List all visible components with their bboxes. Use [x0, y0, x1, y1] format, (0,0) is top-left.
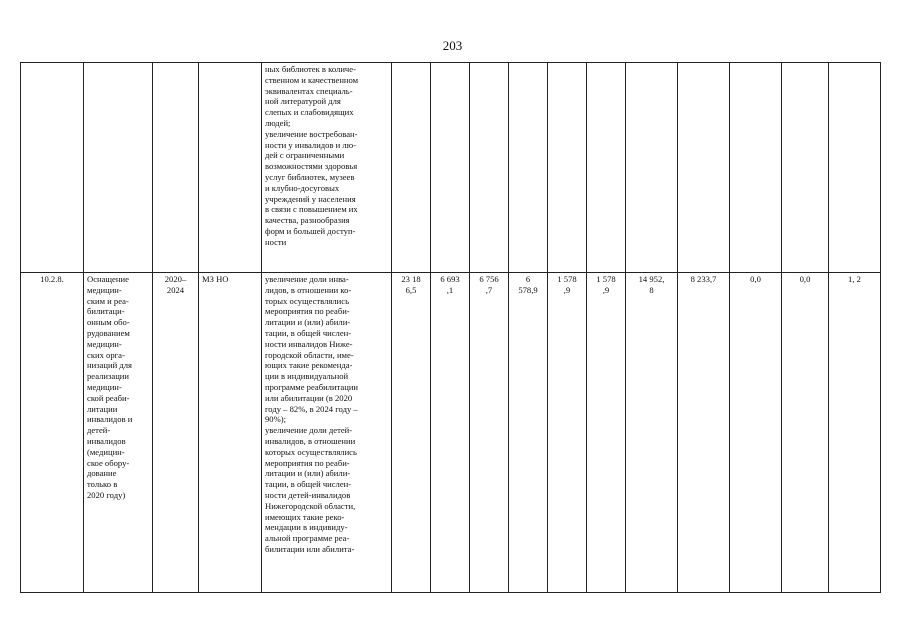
indicator-text-line: городской области, име-: [265, 349, 354, 360]
measure-name-line: рудованием: [87, 327, 130, 338]
value-line: 0,0: [799, 274, 811, 284]
indicator-text-line: людей;: [265, 117, 291, 128]
cell-value: [392, 273, 431, 593]
cell-value: [587, 63, 626, 273]
measure-name-line: 2020 году): [87, 489, 126, 500]
value-line: ,9: [602, 284, 610, 295]
value-line: 1 578: [596, 274, 616, 284]
indicator-text-line: и клубно-досуговых: [265, 182, 340, 193]
cell-executor: МЗ НО: [199, 273, 262, 593]
value-line: 6: [525, 274, 531, 284]
indicator-text-line: программе реабилитации: [265, 381, 359, 392]
value-line: 14 952,: [638, 274, 665, 284]
cell-value: [587, 273, 626, 593]
table-row-continued: [21, 63, 881, 273]
indicator-text-line: услуг библиотек, музеев: [265, 171, 355, 182]
indicator-text-line: слепых и слабовидящих: [265, 107, 354, 118]
value-line: 578,9: [518, 284, 538, 295]
cell-name: [84, 273, 153, 593]
cell-number: [21, 63, 84, 273]
indicator-text-line: увеличение востребован-: [265, 128, 358, 139]
measure-name-line: дование: [87, 468, 117, 479]
cell-number: 10.2.8.: [21, 273, 84, 593]
cell-period: [153, 273, 199, 593]
indicator-text-line: ности инвалидов Ниже-: [265, 338, 353, 349]
cell-value: [829, 273, 881, 593]
indicator-text-line: имеющих такие реко-: [265, 511, 345, 522]
period-line: 2024: [166, 284, 185, 295]
cell-value: [626, 273, 678, 593]
indicator-text-line: торых осуществлялись: [265, 295, 349, 306]
value-line: 0,0: [750, 274, 761, 284]
indicator-text-line: альной программе реа-: [265, 533, 350, 544]
indicator-text-line: увеличение доли детей-: [265, 425, 353, 436]
period-line: 2020–: [164, 274, 187, 284]
indicator-text-line: учреждений у населения: [265, 193, 356, 204]
indicator-text-line: которых осуществлялись: [265, 446, 357, 457]
cell-executor: [199, 63, 262, 273]
indicator-text-line: мендации в индивиду-: [265, 522, 348, 533]
value-line: 1, 2: [848, 274, 861, 284]
value-line: 6,5: [405, 284, 417, 295]
indicator-text-line: лидов, в отношении ко-: [265, 284, 352, 295]
indicator-text-line: ственном и качественном: [265, 74, 359, 85]
indicator-text-line: качества, разнообразия: [265, 215, 350, 226]
cell-value: [470, 63, 509, 273]
indicator-text-line: тации, в общей числен-: [265, 327, 352, 338]
indicator-text-line: ющих такие рекоменда-: [265, 360, 353, 371]
indicator-text-line: ности у инвалидов и лю-: [265, 139, 356, 150]
measure-name-line: ское обору-: [87, 457, 130, 468]
cell-value: [509, 63, 548, 273]
measure-name-line: медицин-: [87, 381, 122, 392]
value-line: 23 18: [401, 274, 421, 284]
cell-value: [470, 273, 509, 593]
cell-value: [509, 273, 548, 593]
cell-value: [829, 63, 881, 273]
page-number: 203: [442, 38, 463, 53]
indicator-text-line: году – 82%, в 2024 году –: [265, 403, 358, 414]
value-line: 8 233,7: [690, 274, 717, 284]
value-line: ,1: [446, 284, 454, 295]
measure-name-line: ским и реа-: [87, 295, 129, 306]
indicator-text-line: возможностями здоровья: [265, 161, 358, 172]
measure-name-line: низаций для: [87, 360, 132, 371]
indicator-text-line: инвалидов, в отношении: [265, 435, 356, 446]
cell-value: [678, 63, 730, 273]
cell-name: [84, 63, 153, 273]
indicator-text-line: литации и (или) абили-: [265, 468, 351, 479]
indicator-text-line: увеличение доли инва-: [265, 274, 349, 284]
value-line: ,7: [485, 284, 493, 295]
cell-value: [548, 273, 587, 593]
cell-value: [548, 63, 587, 273]
value-line: 8: [649, 284, 654, 295]
indicator-text-line: тации, в общей числен-: [265, 479, 352, 490]
cell-period: [153, 63, 199, 273]
indicator-text-line: эквивалентах специаль-: [265, 85, 353, 96]
measure-name-line: Оснащение: [87, 274, 129, 284]
value-line: ,9: [563, 284, 571, 295]
cell-value: [730, 63, 782, 273]
measure-name-line: инвалидов и: [87, 414, 133, 425]
value-line: 1 578: [557, 274, 577, 284]
indicator-text-line: Нижегородской области,: [265, 500, 356, 511]
measure-name-line: литации: [87, 403, 118, 414]
cell-indicators: [262, 63, 392, 273]
table-row-10-2-8: [21, 273, 881, 593]
indicator-text-line: ции в индивидуальной: [265, 371, 349, 382]
measure-name-line: ской реаби-: [87, 392, 130, 403]
measure-name-line: (медицин-: [87, 446, 125, 457]
measure-name-line: только в: [87, 479, 118, 490]
value-line: 6 693: [440, 274, 460, 284]
program-table: [20, 62, 881, 593]
measure-name-line: инвалидов: [87, 435, 126, 446]
value-line: 6 756: [479, 274, 499, 284]
measure-name-line: ских орга-: [87, 349, 125, 360]
measure-name-line: медицин-: [87, 338, 122, 349]
cell-value: [782, 63, 829, 273]
cell-value: [431, 63, 470, 273]
indicator-text-line: форм и большей доступ-: [265, 225, 356, 236]
measure-name-line: онным обо-: [87, 317, 130, 328]
cell-indicators: [262, 273, 392, 593]
indicator-text-line: билитации или абилита-: [265, 543, 355, 554]
indicator-text-line: в связи с повышением их: [265, 204, 358, 215]
cell-value: [730, 273, 782, 593]
indicator-text-line: литации и (или) абили-: [265, 317, 351, 328]
indicator-text-line: дей с ограниченными: [265, 150, 345, 161]
indicator-text-line: ности: [265, 236, 287, 247]
measure-name-line: реализации: [87, 371, 129, 382]
cell-value: [392, 63, 431, 273]
indicator-text-line: ных библиотек в количе-: [265, 64, 356, 74]
measure-name-line: билитаци-: [87, 306, 125, 317]
measure-name-line: детей-: [87, 425, 111, 436]
indicator-text-line: ной литературой для: [265, 96, 341, 107]
cell-value: [626, 63, 678, 273]
indicator-text-line: 90%);: [265, 414, 287, 425]
indicator-text-line: мероприятия по реаби-: [265, 457, 350, 468]
measure-name-line: медицин-: [87, 284, 122, 295]
cell-value: [678, 273, 730, 593]
cell-value: [782, 273, 829, 593]
indicator-text-line: мероприятия по реаби-: [265, 306, 350, 317]
cell-value: [431, 273, 470, 593]
indicator-text-line: или абилитации (в 2020: [265, 392, 353, 403]
indicator-text-line: ности детей-инвалидов: [265, 489, 351, 500]
